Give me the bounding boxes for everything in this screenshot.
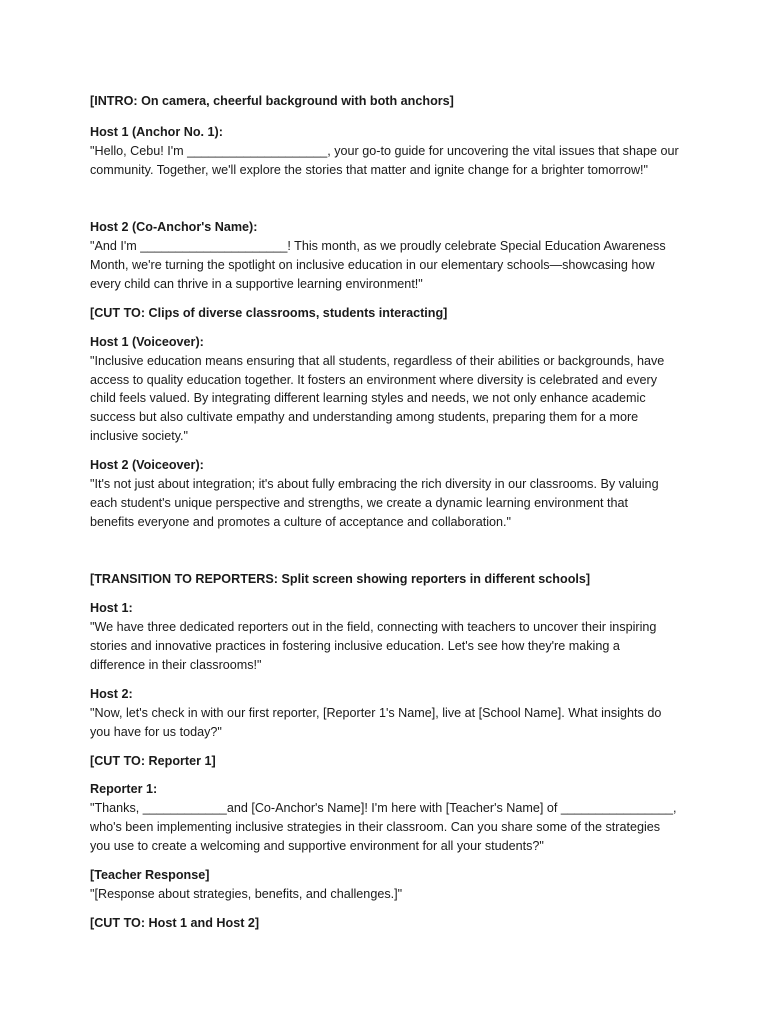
cut-to-hosts-cue: [CUT TO: Host 1 and Host 2] bbox=[90, 916, 260, 930]
host1-heading: Host 1: bbox=[90, 601, 133, 615]
intro-cue: [INTRO: On camera, cheerful background with both anchors] bbox=[90, 94, 454, 108]
teacher-response-heading: [Teacher Response] bbox=[90, 868, 210, 882]
host1-line: "We have three dedicated reporters out in the field, connecting with teachers to uncover their inspiring bbox=[90, 620, 657, 634]
host2-voiceover-heading: Host 2 (Voiceover): bbox=[90, 458, 204, 472]
reporter1-line: you use to create a welcoming and supportive environment for all your students?" bbox=[90, 839, 544, 853]
host1-line: stories and innovative practices in fostering inclusive education. Let's see how they're making a bbox=[90, 639, 620, 653]
host1-voiceover-line: success but also cultivate empathy and understanding among students, preparing them for a more bbox=[90, 410, 639, 424]
host1-line: difference in their classrooms!" bbox=[90, 658, 262, 672]
reporter1-heading: Reporter 1: bbox=[90, 782, 158, 796]
host2-coanchor-line: Month, we're turning the spotlight on inclusive education in our elementary schools—showcasing how bbox=[90, 258, 655, 272]
reporter1-line: who's been implementing inclusive strategies in their classroom. Can you share some of the strategies bbox=[90, 820, 661, 834]
teacher-response-line: "[Response about strategies, benefits, and challenges.]" bbox=[90, 887, 403, 901]
host2-coanchor-line: every child can thrive in a supportive learning environment!" bbox=[90, 277, 423, 291]
host1-voiceover-line: access to quality education together. It fosters an environment where diversity is celebrated and every bbox=[90, 373, 658, 387]
host1-voiceover-line: "Inclusive education means ensuring that all students, regardless of their abilities or backgrounds, have bbox=[90, 354, 665, 368]
host1-anchor-heading: Host 1 (Anchor No. 1): bbox=[90, 125, 223, 139]
host2-voiceover-line: each student's unique perspective and strengths, we create a dynamic learning environment that bbox=[90, 496, 628, 510]
cut-to-clips-cue: [CUT TO: Clips of diverse classrooms, students interacting] bbox=[90, 306, 448, 320]
host2-line: "Now, let's check in with our first reporter, [Reporter 1's Name], live at [School Name]. What insights do bbox=[90, 706, 662, 720]
cut-to-reporter1-cue: [CUT TO: Reporter 1] bbox=[90, 754, 216, 768]
host2-line: you have for us today?" bbox=[90, 725, 222, 739]
host1-anchor-line: "Hello, Cebu! I'm ____________________, your go-to guide for uncovering the vital issues that shape our bbox=[90, 144, 679, 158]
host2-coanchor-line: "And I'm _____________________! This month, as we proudly celebrate Special Education Awareness bbox=[90, 239, 666, 253]
host1-anchor-line: community. Together, we'll explore the stories that matter and ignite change for a brighter tomorrow!" bbox=[90, 163, 649, 177]
transition-cue: [TRANSITION TO REPORTERS: Split screen showing reporters in different schools] bbox=[90, 572, 591, 586]
host2-voiceover-line: "It's not just about integration; it's about fully embracing the rich diversity in our classrooms. By valuing bbox=[90, 477, 659, 491]
host2-coanchor-heading: Host 2 (Co-Anchor's Name): bbox=[90, 220, 258, 234]
reporter1-line: "Thanks, ____________and [Co-Anchor's Name]! I'm here with [Teacher's Name] of ________________, bbox=[90, 801, 677, 815]
host1-voiceover-line: inclusive society." bbox=[90, 429, 189, 443]
host2-voiceover-line: benefits everyone and promotes a culture of acceptance and collaboration." bbox=[90, 515, 512, 529]
host2-heading: Host 2: bbox=[90, 687, 133, 701]
host1-voiceover-line: child feels valued. By integrating different learning styles and needs, we not only enhance academic bbox=[90, 391, 646, 405]
host1-voiceover-heading: Host 1 (Voiceover): bbox=[90, 335, 204, 349]
